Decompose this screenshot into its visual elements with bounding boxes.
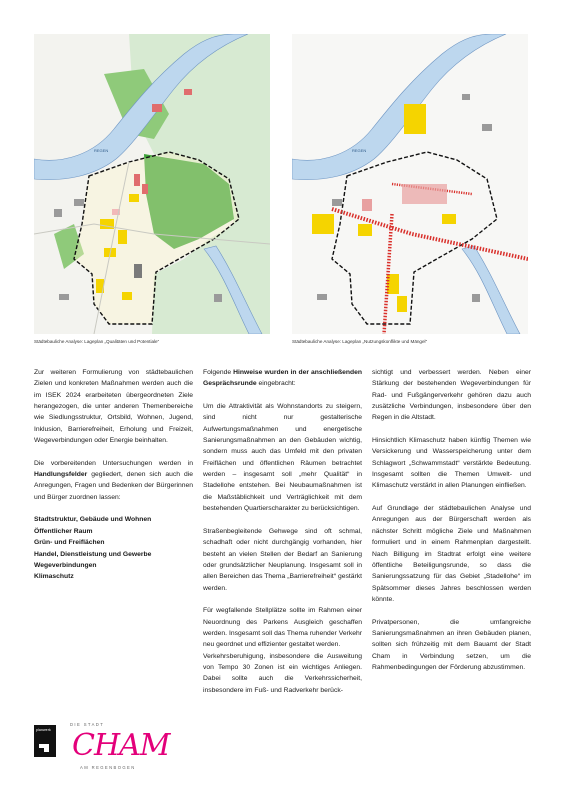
cham-logo-tagline-top: DIE STADT bbox=[70, 722, 105, 727]
paragraph: Hinsichtlich Klimaschutz haben künftig Themen wie Versickerung und Wasserspeicherung unter dem Schlagwort „Schwammstadt“ verstärkte Bedeutung. Insgesamt sollten die Themen Umwelt- und Klimaschutz verstärkt in allen Planungen einfließen. bbox=[372, 437, 531, 490]
paragraph: Die vorbereitenden Untersuchungen werden in Handlungsfelder gegliedert, denen sich auch die Anregungen, Fragen und Bedenken der Bürgerinnen und Bürger zuordnen lassen: bbox=[34, 459, 193, 501]
topic-item: Wegeverbindungen bbox=[34, 561, 97, 569]
caption-right: Städtebauliche Analyse: Lageplan „Nutzungskonflikte und Mängel“ bbox=[292, 339, 428, 344]
cham-logo-tagline-bottom: AM REGENBOGEN bbox=[80, 765, 136, 770]
paragraph: Um die Attraktivität als Wohnstandorts zu steigern, sind nicht nur gestalterische Aufwertungsmaßnahmen und energetische Sanierungsmaßnahmen an den Gebäuden wichtig, sondern muss auch das Umfeld mit den privaten Freiflächen und öffentlichen Räumen betrachtet werden – insgesamt soll „mehr Qualität“ in Stadellohe entstehen. Bei Neubaumaßnahmen ist die Maßstäblichkeit und Verträglichkeit mit dem bestehenden Quartierscharakter zu berücksichtigen. bbox=[203, 403, 362, 513]
planwerk-logo: planwerk bbox=[34, 725, 56, 757]
map-conflicts-deficits bbox=[292, 34, 528, 334]
topic-item: Handel, Dienstleistung und Gewerbe bbox=[34, 550, 152, 558]
paragraph: Folgende Hinweise wurden in der anschließenden Gesprächsrunde eingebracht: bbox=[203, 369, 363, 388]
topic-item: Stadtstruktur, Gebäude und Wohnen bbox=[34, 516, 152, 524]
topic-item: Klimaschutz bbox=[34, 573, 74, 581]
paragraph: sichtigt und verbessert werden. Neben einer Stärkung der bestehenden Wegeverbindungen für Rad- und Fußgängerverkehr gehören dazu auch zusätzliche Verbindungen, insbesondere über den Regen in die Altstadt. bbox=[372, 369, 531, 422]
paragraph: Verkehrsberuhigung, insbesondere die Ausweitung von Tempo 30 Zonen ist ein wichtiges Anliegen. Dabei sollte auch die Verkehrssicherheit, insbesondere im Fuß- und Radverkehr berück- bbox=[203, 652, 362, 694]
text-column-1 bbox=[34, 367, 193, 594]
cham-logo: CHAM bbox=[72, 728, 170, 763]
map-qualities-potentials bbox=[34, 34, 270, 334]
text-column-2 bbox=[203, 367, 362, 707]
paragraph: Auf Grundlage der städtebaulichen Analyse und Anregungen aus der Bürgerschaft werden als nächster Schritt mögliche Ziele und Maßnahmen formuliert und in einem Rahmenplan dargestellt. Nach Billigung im Stadtrat erfolgt eine weitere öffentliche Beteiligungsrunde, so dass die Sanierungssatzung für das Gebiet „Stadellohe“ im Spätsommer dieses Jahres beschlossen werden könnte. bbox=[372, 505, 531, 603]
paragraph: Straßenbegleitende Gehwege sind oft schmal, schadhaft oder nicht durchgängig vorhanden, hier besteht an vielen Stellen der Bedarf an Sanierung oder grundsätzlicher Neuplanung. Insgesamt soll in allen Bereichen das Thema „Barrierefreiheit“ gestärkt werden. bbox=[203, 527, 362, 592]
paragraph: Zur weiteren Formulierung von städtebaulichen Zielen und konkreten Maßnahmen werden auch die im ISEK 2024 erarbeiteten übergeordneten Ziele herangezogen, die unter anderen Themenbereiche wie Siedlungsstruktur, Ortsbild, Wohnen, Jugend, Inklusion, Barrierefreiheit, Erholung und Freizeit, Wegeverbindungen oder Energie beinhalten. bbox=[34, 369, 193, 445]
paragraph: Privatpersonen, die umfangreiche Sanierungsmaßnahmen an ihren Gebäuden planen, sollten sich frühzeitig mit dem Bauamt der Stadt Cham in Verbindung setzen, um die Rahmenbedingungen der Förderung abzustimmen. bbox=[372, 618, 531, 671]
caption-left: Städtebauliche Analyse: Lageplan „Qualitäten und Potentiale“ bbox=[34, 339, 160, 344]
topic-list bbox=[34, 514, 193, 582]
svg-text:REGEN: REGEN bbox=[94, 148, 109, 153]
paragraph: Für wegfallende Stellplätze sollte im Rahmen einer Neuordnung des Parkens Ausgleich geschaffen werden. Insgesamt soll das Thema ruhender Verkehr neu geordnet und effizienter gestaltet werden. bbox=[203, 607, 362, 649]
text-column-3 bbox=[372, 367, 531, 685]
topic-item: Öffentlicher Raum bbox=[34, 527, 93, 535]
topic-item: Grün- und Freiflächen bbox=[34, 539, 105, 547]
svg-text:REGEN: REGEN bbox=[352, 148, 367, 153]
